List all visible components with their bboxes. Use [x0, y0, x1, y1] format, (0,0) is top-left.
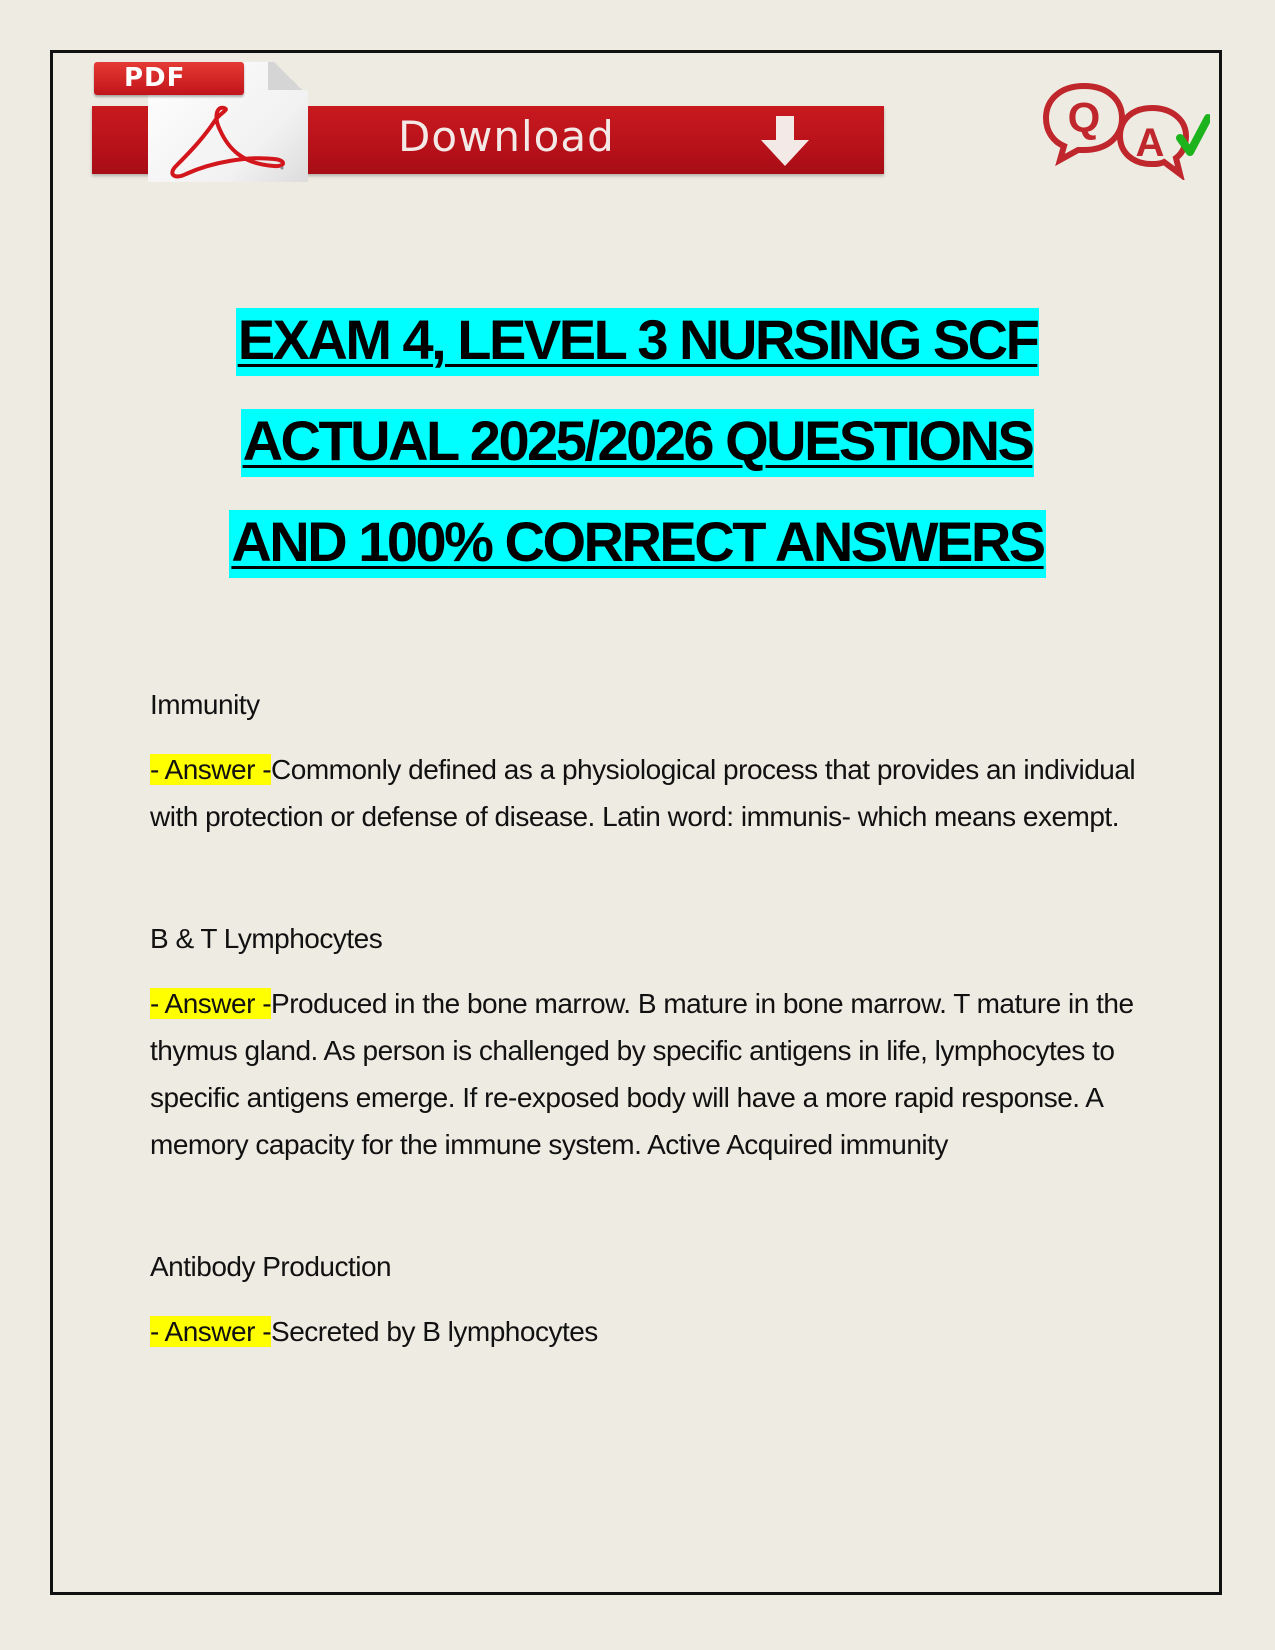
pdf-tab	[94, 62, 244, 95]
answer-text	[150, 1308, 1150, 1355]
qa-check-icon	[1040, 80, 1210, 180]
pdf-label: PDF	[124, 63, 186, 93]
answer-body: Commonly defined as a physiological process that provides an individual with protection or defense of disease. Latin word: immunis- which means exempt.	[150, 754, 1136, 832]
answer-text	[150, 746, 1150, 840]
a-letter: A	[1135, 121, 1165, 165]
pdf-download-banner[interactable]	[92, 62, 887, 184]
answer-body: Produced in the bone marrow. B mature in bone marrow. T mature in the thymus gland. As person is challenged by specific antigens in life, lymphocytes to specific antigens emerge. If re-exposed body will have a more rapid response. A memory capacity for the immune system. Active Acquired immunity	[150, 988, 1134, 1160]
page-fold-corner	[268, 62, 308, 90]
qa-item	[150, 688, 1150, 840]
qa-item	[150, 1250, 1150, 1355]
title-line-2: ACTUAL 2025/2026 QUESTIONS	[241, 409, 1035, 477]
answer-tag: - Answer -	[150, 1316, 272, 1347]
answer-body: Secreted by B lymphocytes	[271, 1316, 598, 1347]
answer-tag: - Answer -	[150, 754, 272, 785]
answer-text	[150, 980, 1150, 1168]
question-text: B & T Lymphocytes	[150, 923, 383, 954]
arrow-down-icon	[761, 116, 809, 166]
document-title	[0, 308, 1275, 611]
qa-item	[150, 922, 1150, 1168]
acrobat-pdf-icon	[162, 104, 292, 180]
question-text: Antibody Production	[150, 1251, 392, 1282]
answer-tag: - Answer -	[150, 988, 272, 1019]
question-text: Immunity	[150, 689, 260, 720]
title-line-3: AND 100% CORRECT ANSWERS	[229, 510, 1045, 578]
qa-list	[150, 688, 1150, 1437]
download-label: Download	[398, 112, 615, 161]
q-letter: Q	[1067, 94, 1101, 141]
title-line-1: EXAM 4, LEVEL 3 NURSING SCF	[236, 308, 1040, 376]
